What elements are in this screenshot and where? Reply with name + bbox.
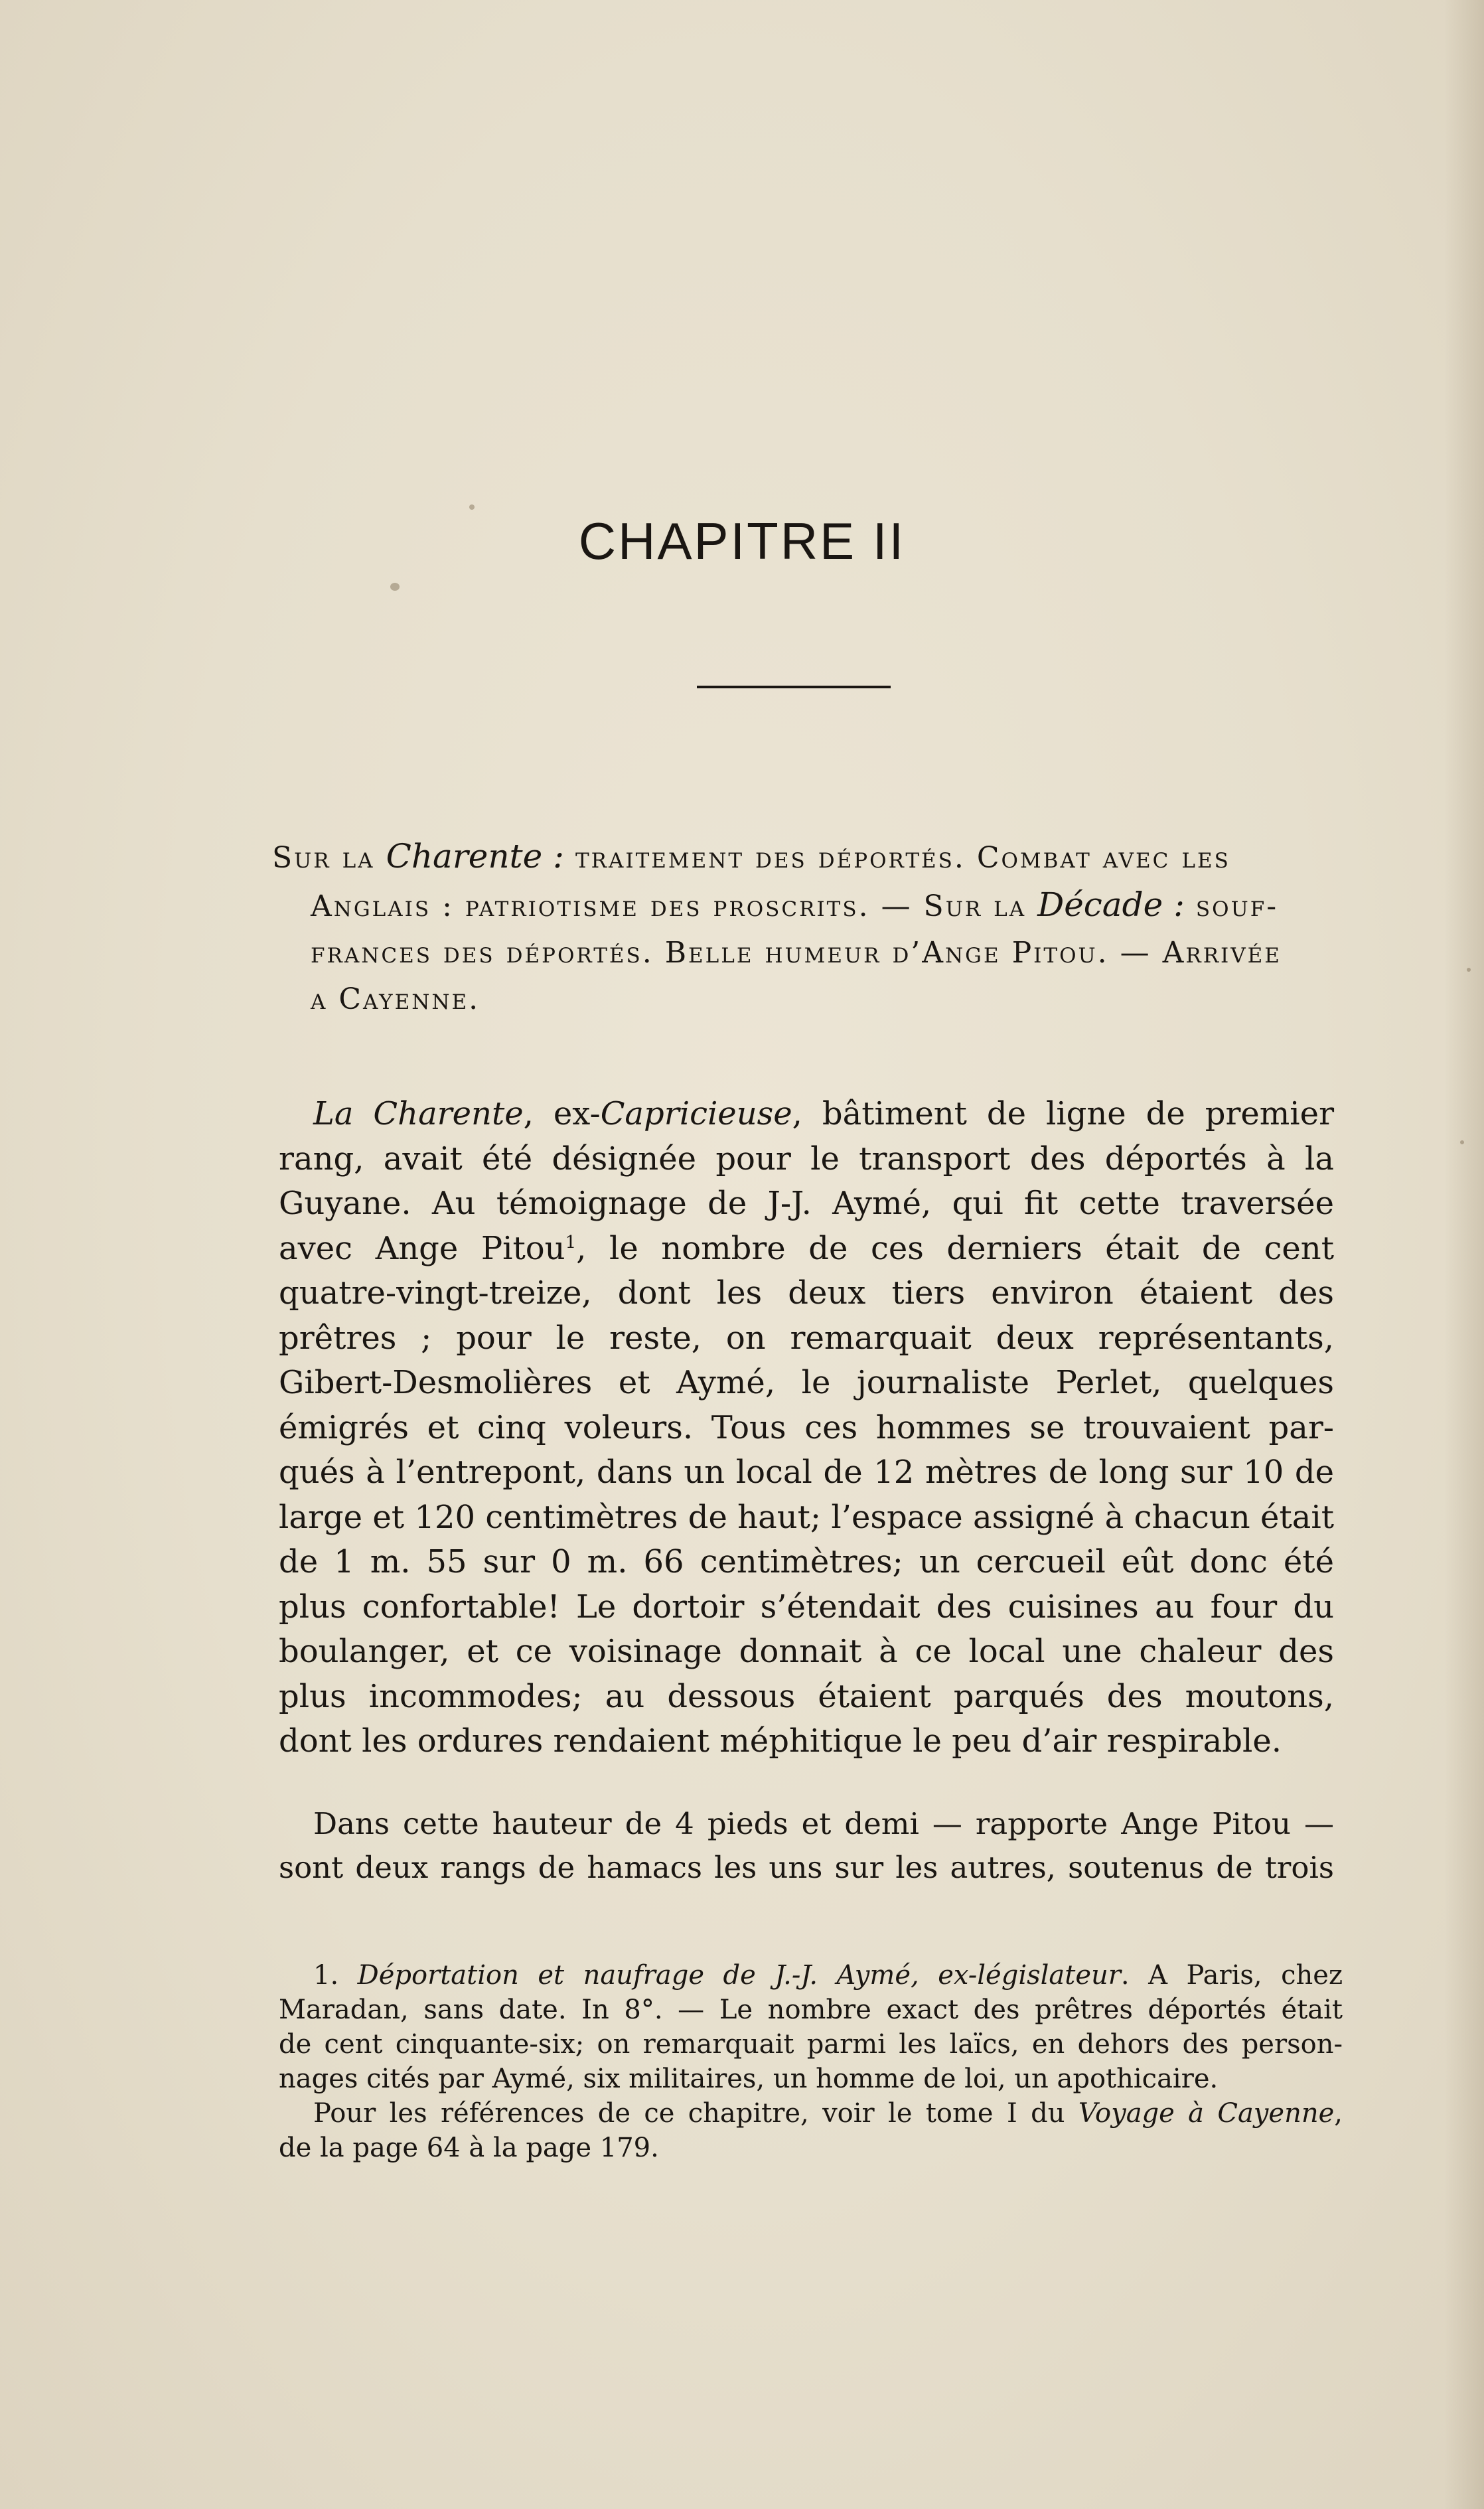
paper-speck (469, 504, 475, 510)
text-line: rang, avait été désignée pour le transport des déportés à la (279, 1140, 1334, 1178)
paper-speck (390, 583, 400, 591)
footnote-marker: 1 (565, 1232, 577, 1253)
footnote-line: de cent cinquante-six; on remarquait parmi les laïcs, en dehors des person- (279, 2029, 1343, 2060)
summary-line: Anglais : patriotisme des proscrits. — Sur la Décade : souf- (311, 885, 1279, 924)
text-line: plus incommodes; au dessous étaient parqués des moutons, (279, 1677, 1334, 1715)
summary-line: a Cayenne. (311, 982, 481, 1016)
chapter-title: CHAPITRE II (578, 512, 906, 570)
text-line: plus confortable! Le dortoir s’étendait des cuisines au four du (279, 1588, 1334, 1626)
text-line: dont les ordures rendaient méphitique le peu d’air respirable. (279, 1722, 1282, 1760)
text-line: boulanger, et ce voisinage donnait à ce local une chaleur des (279, 1633, 1334, 1670)
text-line: quatre-vingt-treize, dont les deux tiers environ étaient des (279, 1274, 1334, 1312)
footnote-line: Pour les références de ce chapitre, voir le tome I du Voyage à Cayenne, (313, 2098, 1343, 2129)
text-line: sont deux rangs de hamacs les uns sur les autres, soutenus de trois (279, 1850, 1334, 1885)
footnote-line: de la page 64 à la page 179. (279, 2133, 659, 2163)
paragraph-1 (279, 1092, 1334, 1764)
text-line: qués à l’entrepont, dans un local de 12 mètres de long sur 10 de (279, 1454, 1334, 1491)
title-rule (697, 686, 891, 688)
text-line: avec Ange Pitou$^1$, le nombre de ces derniers était de cent (279, 1229, 1335, 1267)
footnote-line: Maradan, sans date. In 8°. — Le nombre exact des prêtres déportés était (279, 1995, 1343, 2025)
text-line: Guyane. Au témoignage de J-J. Aymé, qui fit cette traversée (279, 1185, 1334, 1222)
footnote-line: 1. Déportation et naufrage de J.-J. Aymé, ex-législateur. A Paris, chez (313, 1960, 1343, 1991)
footnotes (279, 1958, 1343, 2165)
text-line: de 1 m. 55 sur 0 m. 66 centimètres; un cercueil eût donc été (279, 1543, 1334, 1580)
paragraph-2 (279, 1802, 1334, 1890)
text-line: émigrés et cinq voleurs. Tous ces hommes se trouvaient par- (279, 1408, 1334, 1446)
text-line: Dans cette hauteur de 4 pieds et demi — rapporte Ange Pitou — (313, 1806, 1334, 1841)
text-line: large et 120 centimètres de haut; l’espace assigné à chacun était (279, 1498, 1334, 1536)
text-line: La Charente, ex-Capricieuse, bâtiment de ligne de premier (313, 1095, 1335, 1132)
chapter-summary (272, 833, 1331, 1023)
paper-speck (1467, 968, 1471, 972)
text-line: Gibert-Desmolières et Aymé, le journaliste Perlet, quelques (279, 1364, 1334, 1401)
summary-line: Sur la Charente : traitement des déportés. Combat avec les (272, 837, 1230, 875)
text-line: prêtres ; pour le reste, on remarquait deux représentants, (279, 1319, 1334, 1357)
paper-speck (1460, 1140, 1464, 1144)
summary-line: frances des déportés. Belle humeur d’Ange Pitou. — Arrivée (311, 936, 1282, 970)
footnote-line: nages cités par Aymé, six militaires, un homme de loi, un apothicaire. (279, 2064, 1219, 2094)
